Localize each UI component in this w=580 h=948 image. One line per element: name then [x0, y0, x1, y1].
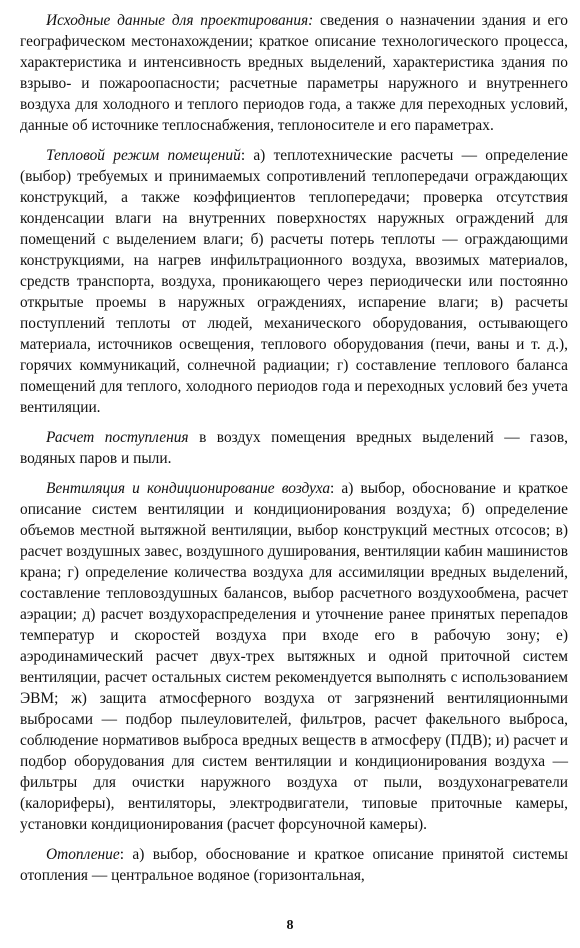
paragraph-text: : а) выбор, обоснование и краткое описание систем вентиляции и кондиционирования воздуха; б) определение объемов местной вытяжной вентиляции, выбор конструкций местных отсосов; в) расчет воздушных завес, воздушного душирования, вентиляции кабин машинистов крана; г) определение количества воздуха для ассимиляции вредных выделений, составление тепловоздушных балансов, выбор расчетного воздухообмена, расчет аэрации; д) расчет воздухораспределения и уточнение ранее принятых перепадов температур и скоростей воздуха при входе его в рабочую зону; е) аэродинамический расчет двух-трех вытяжных и одной приточной систем вентиляции, расчет остальных систем рекомендуется выполнять с использованием ЭВМ; ж) защита атмосферного воздуха от загрязнений вентиляционными выбросами — подбор пылеуловителей, фильтров, расчет факельного выброса, соблюдение нормативов выброса вредных веществ в атмосферу (ПДВ); и) расчет и подбор оборудования для систем вентиляции и кондиционирования воздуха — фильтры для очистки наружного воздуха от пыли, воздухонагреватели (калориферы), вентиляторы, электродвигатели, типовые приточные камеры, установки кондиционирования (расчет форсуночной камеры).	[20, 480, 568, 833]
paragraph-initial-data	[20, 10, 568, 136]
paragraph-lead: Расчет поступления	[46, 429, 189, 446]
paragraph-heating	[20, 844, 568, 886]
paragraph-text: в воздух помещения вредных выделений — газов, водяных паров и пыли.	[20, 429, 568, 467]
page-number: 8	[286, 918, 294, 933]
paragraph-text: сведения о назначении здания и его географическом местонахождении; краткое описание технологического процесса, характеристика и интенсивность вредных выделений, характеристика здания по взрыво- и пожароопасности; расчетные параметры наружного и внутреннего воздуха для холодного и теплого периодов года, а также для переходных условий, данные об источнике теплоснабжения, теплоносителе и его параметрах.	[20, 12, 568, 134]
paragraph-lead: Отопление	[46, 846, 120, 863]
paragraph-thermal-mode	[20, 145, 568, 418]
paragraph-lead: Тепловой режим помещений	[46, 147, 241, 164]
page-body	[20, 10, 568, 895]
paragraph-emissions	[20, 427, 568, 469]
paragraph-text: : а) теплотехнические расчеты — определение (выбор) требуемых и принимаемых сопротивлений теплопередачи ограждающих конструкций, а также коэффициентов теплопередачи; проверка отсутствия конденсации влаги на внутренних поверхностях наружных ограждений для помещений с выделением влаги; б) расчеты потерь теплоты — ограждающими конструкциями, на нагрев инфильтрационного воздуха, ввозимых материалов, средств транспорта, воздуха, проникающего через периодически или постоянно открытые проемы в наружных ограждениях, испарение влаги; в) расчеты поступлений теплоты от людей, механического оборудования, остывающего материала, источников освещения, теплового оборудования (печи, ваны и т. д.), горячих коммуникаций, солнечной радиации; г) составление теплового баланса помещений для теплого, холодного периодов года и переходных условий без учета вентиляции.	[20, 147, 568, 416]
paragraph-ventilation	[20, 478, 568, 835]
paragraph-text: : а) выбор, обоснование и краткое описание принятой системы отопления — центральное водяное (горизонтальная,	[20, 846, 568, 884]
paragraph-lead: Вентиляция и кондиционирование воздуха	[46, 480, 331, 497]
paragraph-lead: Исходные данные для проектирования:	[46, 12, 314, 29]
